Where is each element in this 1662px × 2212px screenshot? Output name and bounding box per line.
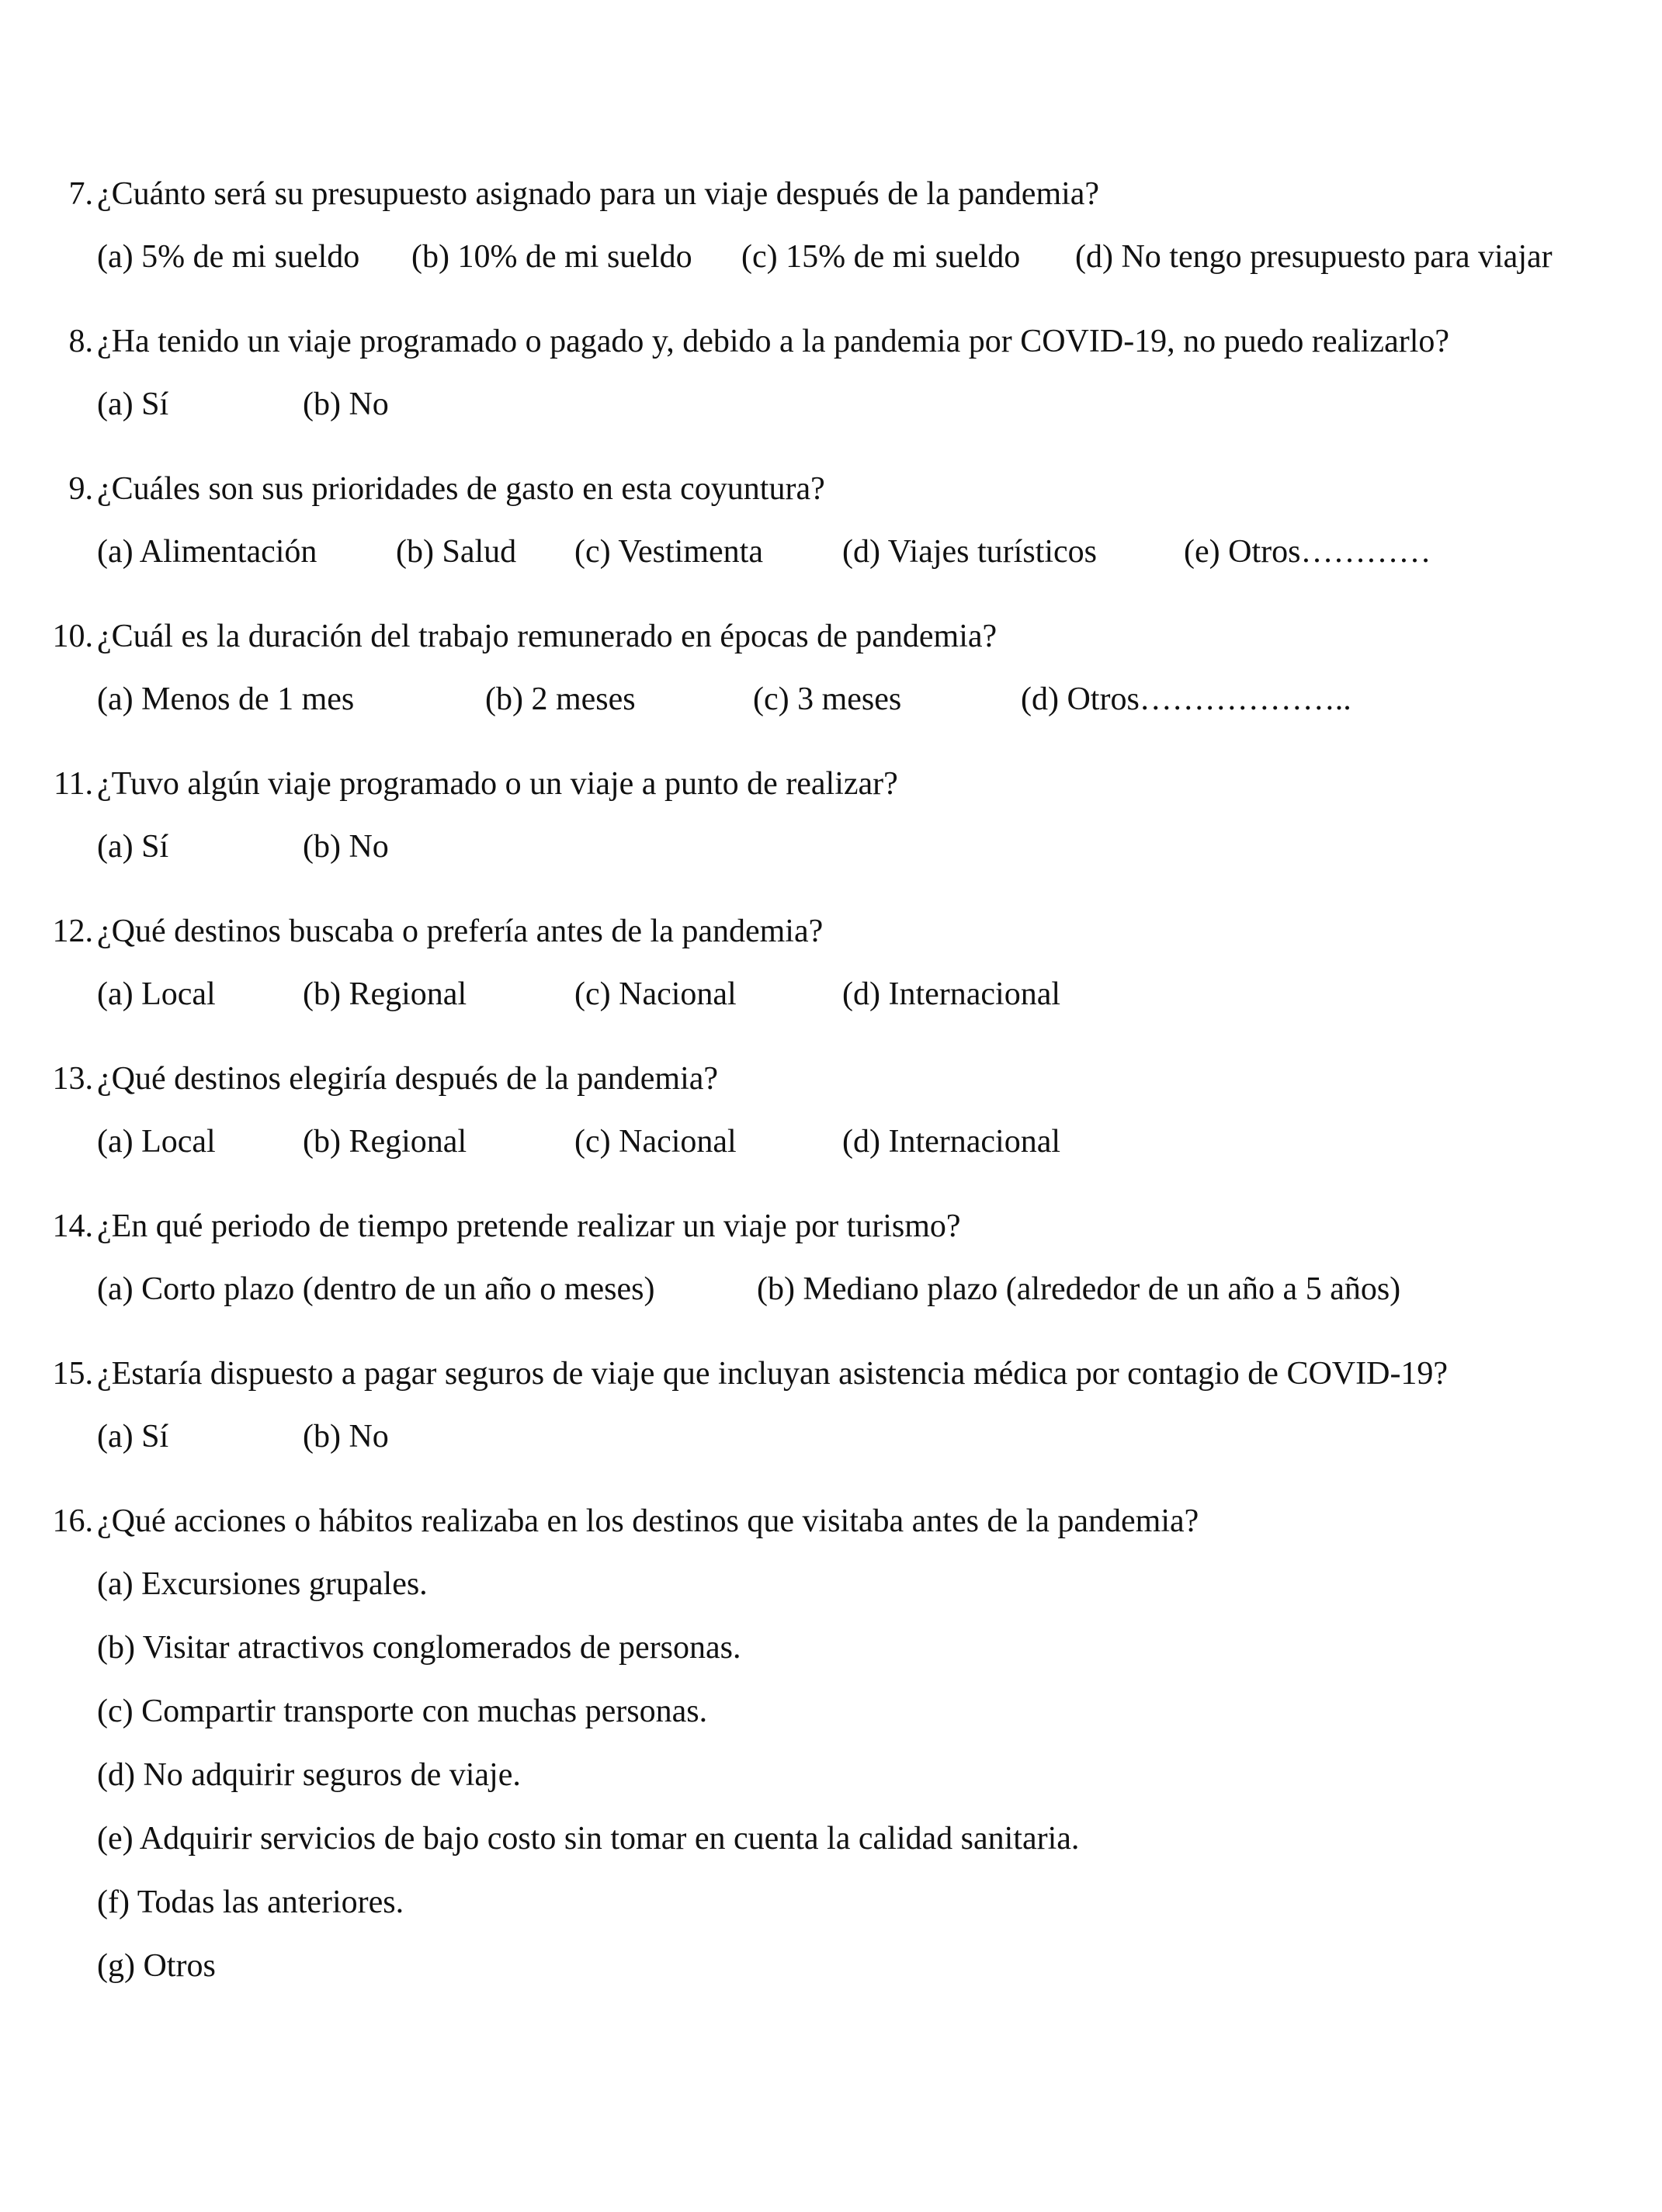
option-b[interactable]: (b) Regional	[303, 1124, 467, 1160]
option-d[interactable]: (d) No tengo presupuesto para viajar	[1075, 239, 1553, 275]
question-number: 13.	[52, 1061, 93, 1097]
option-c[interactable]: (c) Vestimenta	[574, 534, 763, 570]
question-text: ¿Qué acciones o hábitos realizaba en los destinos que visitaba antes de la pandemia?	[97, 1503, 1199, 1539]
question-number: 9.	[68, 471, 93, 507]
question-text: ¿Tuvo algún viaje programado o un viaje a punto de realizar?	[97, 766, 898, 802]
option-b[interactable]: (b) 2 meses	[485, 681, 636, 717]
option-b[interactable]: (b) 10% de mi sueldo	[411, 239, 692, 275]
option-c[interactable]: (c) 3 meses	[753, 681, 902, 717]
question-text: ¿Qué destinos buscaba o prefería antes de la pandemia?	[97, 914, 824, 949]
option-d[interactable]: (d) Internacional	[842, 1124, 1061, 1160]
option-b[interactable]: (b) Visitar atractivos conglomerados de personas.	[97, 1630, 741, 1666]
option-b[interactable]: (b) Mediano plazo (alrededor de un año a 5 años)	[757, 1271, 1401, 1307]
option-d[interactable]: (d) Otros………………..	[1021, 681, 1351, 717]
option-f[interactable]: (f) Todas las anteriores.	[97, 1884, 404, 1920]
question-number: 14.	[52, 1208, 93, 1244]
question-number: 16.	[52, 1503, 93, 1539]
option-b[interactable]: (b) Salud	[396, 534, 517, 570]
option-d[interactable]: (d) Viajes turísticos	[842, 534, 1097, 570]
option-d[interactable]: (d) Internacional	[842, 976, 1061, 1012]
question-text: ¿Cuáles son sus prioridades de gasto en esta coyuntura?	[97, 471, 825, 507]
option-a[interactable]: (a) 5% de mi sueldo	[97, 239, 360, 275]
question-text: ¿Qué destinos elegiría después de la pandemia?	[97, 1061, 719, 1097]
option-e[interactable]: (e) Otros…………	[1184, 534, 1431, 570]
option-a[interactable]: (a) Sí	[97, 1419, 169, 1454]
question-text: ¿Ha tenido un viaje programado o pagado y, debido a la pandemia por COVID-19, no puedo realizarlo?	[97, 324, 1450, 359]
question-number: 8.	[68, 324, 93, 359]
option-c[interactable]: (c) Nacional	[574, 1124, 737, 1160]
option-a[interactable]: (a) Local	[97, 976, 216, 1012]
question-text: ¿Cuál es la duración del trabajo remunerado en épocas de pandemia?	[97, 619, 998, 654]
option-b[interactable]: (b) No	[303, 1419, 389, 1454]
option-a[interactable]: (a) Excursiones grupales.	[97, 1566, 428, 1602]
question-number: 7.	[68, 176, 93, 212]
question-text: ¿Cuánto será su presupuesto asignado para un viaje después de la pandemia?	[97, 176, 1100, 212]
option-a[interactable]: (a) Local	[97, 1124, 216, 1160]
option-c[interactable]: (c) Nacional	[574, 976, 737, 1012]
option-g[interactable]: (g) Otros	[97, 1948, 216, 1984]
question-number: 15.	[52, 1356, 93, 1392]
option-a[interactable]: (a) Menos de 1 mes	[97, 681, 355, 717]
option-c[interactable]: (c) Compartir transporte con muchas personas.	[97, 1694, 708, 1729]
option-a[interactable]: (a) Corto plazo (dentro de un año o meses)	[97, 1271, 655, 1307]
question-text: ¿Estaría dispuesto a pagar seguros de viaje que incluyan asistencia médica por contagio de COVID-19?	[97, 1356, 1449, 1392]
option-c[interactable]: (c) 15% de mi sueldo	[741, 239, 1021, 275]
question-number: 11.	[54, 766, 93, 802]
option-a[interactable]: (a) Sí	[97, 829, 169, 865]
option-b[interactable]: (b) Regional	[303, 976, 467, 1012]
option-b[interactable]: (b) No	[303, 829, 389, 865]
option-a[interactable]: (a) Alimentación	[97, 534, 317, 570]
question-number: 10.	[52, 619, 93, 654]
option-d[interactable]: (d) No adquirir seguros de viaje.	[97, 1757, 521, 1793]
question-text: ¿En qué periodo de tiempo pretende realizar un viaje por turismo?	[97, 1208, 961, 1244]
option-a[interactable]: (a) Sí	[97, 387, 169, 422]
question-number: 12.	[52, 914, 93, 949]
option-e[interactable]: (e) Adquirir servicios de bajo costo sin tomar en cuenta la calidad sanitaria.	[97, 1821, 1080, 1857]
option-b[interactable]: (b) No	[303, 387, 389, 422]
